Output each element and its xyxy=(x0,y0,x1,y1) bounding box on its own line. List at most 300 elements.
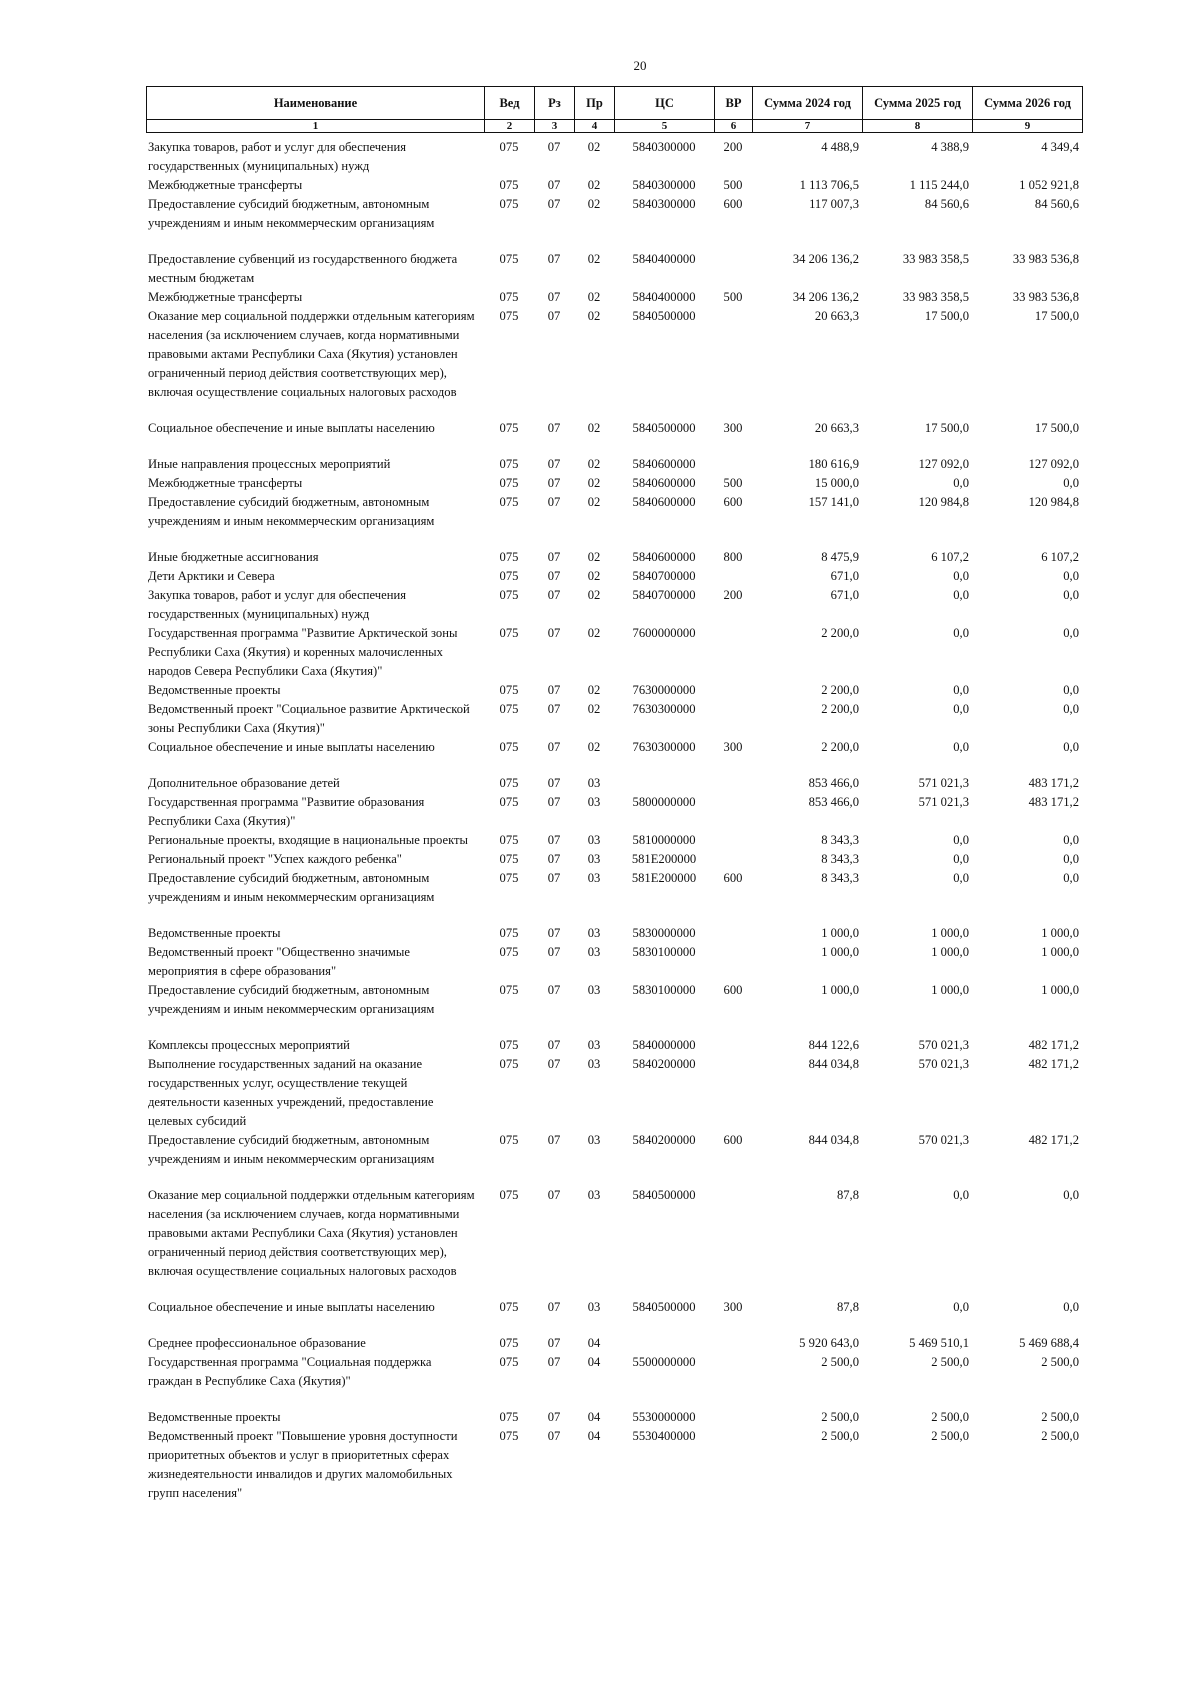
row-spacer xyxy=(146,757,1082,774)
row-pr: 02 xyxy=(587,702,601,716)
row-sum-2024: 844 034,8 xyxy=(808,1057,859,1071)
row-spacer xyxy=(146,1169,1082,1186)
row-ved: 075 xyxy=(499,945,519,959)
row-ved: 075 xyxy=(499,1038,519,1052)
row-pr: 03 xyxy=(587,871,601,885)
row-vr xyxy=(714,774,752,793)
row-sum-2025: 17 500,0 xyxy=(924,309,969,323)
row-sum-2026: 0,0 xyxy=(1063,683,1079,697)
table-row xyxy=(146,1353,1082,1391)
row-name: Ведомственные проекты xyxy=(148,683,281,697)
row-pr: 04 xyxy=(587,1336,601,1350)
row-sum-2026: 482 171,2 xyxy=(1028,1057,1079,1071)
row-pr: 02 xyxy=(587,476,601,490)
row-spacer xyxy=(146,1281,1082,1298)
row-rz: 07 xyxy=(547,1188,561,1202)
row-pr: 04 xyxy=(587,1410,601,1424)
row-sum-2025: 571 021,3 xyxy=(918,795,969,809)
row-cs: 5840000000 xyxy=(632,1038,696,1052)
row-sum-2026: 0,0 xyxy=(1063,626,1079,640)
row-vr xyxy=(714,924,752,943)
row-rz: 07 xyxy=(547,983,561,997)
row-sum-2025: 5 469 510,1 xyxy=(909,1336,969,1350)
row-cs xyxy=(614,1334,714,1353)
row-ved: 075 xyxy=(499,871,519,885)
row-sum-2024: 157 141,0 xyxy=(808,495,859,509)
row-sum-2024: 34 206 136,2 xyxy=(792,290,859,304)
row-sum-2026: 5 469 688,4 xyxy=(1019,1336,1079,1350)
row-sum-2024: 844 122,6 xyxy=(808,1038,859,1052)
row-cs: 7630300000 xyxy=(632,702,696,716)
table-row xyxy=(146,738,1082,757)
row-sum-2024: 15 000,0 xyxy=(814,476,859,490)
row-spacer xyxy=(146,907,1082,924)
row-spacer xyxy=(146,1317,1082,1334)
table-row xyxy=(146,850,1082,869)
row-sum-2024: 1 000,0 xyxy=(821,983,859,997)
column-header: Сумма 2026 год xyxy=(973,87,1083,120)
row-sum-2025: 0,0 xyxy=(953,1300,969,1314)
table-row xyxy=(146,981,1082,1019)
row-sum-2024: 2 200,0 xyxy=(821,702,859,716)
column-header: Пр xyxy=(575,87,615,120)
row-sum-2024: 1 000,0 xyxy=(821,926,859,940)
row-spacer xyxy=(146,531,1082,548)
row-name: Закупка товаров, работ и услуг для обеспечения государственных (муниципальных) нужд xyxy=(148,140,407,173)
table-header xyxy=(146,86,1083,133)
row-sum-2026: 84 560,6 xyxy=(1034,197,1079,211)
row-vr: 600 xyxy=(723,495,743,509)
row-ved: 075 xyxy=(499,795,519,809)
row-pr: 02 xyxy=(587,588,601,602)
column-number: 3 xyxy=(535,120,575,133)
row-sum-2026: 17 500,0 xyxy=(1034,421,1079,435)
table-row xyxy=(146,700,1082,738)
row-pr: 04 xyxy=(587,1429,601,1443)
row-rz: 07 xyxy=(547,290,561,304)
table-row xyxy=(146,548,1082,567)
row-vr: 500 xyxy=(723,476,743,490)
page-number: 20 xyxy=(633,58,647,73)
row-sum-2024: 671,0 xyxy=(830,588,859,602)
table-row xyxy=(146,138,1082,176)
row-cs: 5530400000 xyxy=(632,1429,696,1443)
row-sum-2025: 33 983 358,5 xyxy=(902,252,969,266)
row-sum-2026: 483 171,2 xyxy=(1028,776,1079,790)
row-cs: 5840500000 xyxy=(632,309,696,323)
row-sum-2026: 0,0 xyxy=(1063,1300,1079,1314)
row-vr xyxy=(714,1334,752,1353)
row-spacer xyxy=(146,402,1082,419)
column-number: 4 xyxy=(575,120,615,133)
column-number: 7 xyxy=(753,120,863,133)
row-rz: 07 xyxy=(547,140,561,154)
row-sum-2025: 2 500,0 xyxy=(931,1429,969,1443)
row-sum-2026: 0,0 xyxy=(1063,569,1079,583)
row-rz: 07 xyxy=(547,1133,561,1147)
row-sum-2026: 0,0 xyxy=(1063,476,1079,490)
row-sum-2024: 20 663,3 xyxy=(814,309,859,323)
row-vr: 200 xyxy=(723,140,743,154)
row-sum-2024: 117 007,3 xyxy=(809,197,859,211)
row-pr: 02 xyxy=(587,457,601,471)
row-sum-2024: 8 475,9 xyxy=(821,550,859,564)
table-row xyxy=(146,455,1082,474)
column-number: 8 xyxy=(863,120,973,133)
row-sum-2026: 0,0 xyxy=(1063,833,1079,847)
row-rz: 07 xyxy=(547,421,561,435)
row-ved: 075 xyxy=(499,702,519,716)
row-sum-2026: 0,0 xyxy=(1063,852,1079,866)
row-sum-2026: 482 171,2 xyxy=(1028,1038,1079,1052)
row-sum-2024: 8 343,3 xyxy=(821,852,859,866)
row-vr: 300 xyxy=(723,1300,743,1314)
column-number: 5 xyxy=(615,120,715,133)
row-vr: 300 xyxy=(723,740,743,754)
row-pr: 03 xyxy=(587,945,601,959)
row-name: Предоставление субсидий бюджетным, автономным учреждениям и иным некоммерческим организациям xyxy=(148,983,435,1016)
row-name: Предоставление субсидий бюджетным, автономным учреждениям и иным некоммерческим организациям xyxy=(148,197,435,230)
row-cs: 5840200000 xyxy=(632,1133,696,1147)
table-row xyxy=(146,774,1082,793)
row-sum-2024: 853 466,0 xyxy=(808,795,859,809)
row-sum-2024: 671,0 xyxy=(830,569,859,583)
row-pr: 02 xyxy=(587,178,601,192)
row-pr: 03 xyxy=(587,926,601,940)
row-vr xyxy=(714,700,752,738)
row-sum-2026: 0,0 xyxy=(1063,588,1079,602)
row-sum-2024: 2 500,0 xyxy=(821,1429,859,1443)
table-row xyxy=(146,869,1082,907)
row-cs: 5840500000 xyxy=(632,421,696,435)
row-pr: 02 xyxy=(587,495,601,509)
table-row xyxy=(146,1036,1082,1055)
row-sum-2024: 20 663,3 xyxy=(814,421,859,435)
row-sum-2026: 120 984,8 xyxy=(1028,495,1079,509)
row-sum-2025: 0,0 xyxy=(953,569,969,583)
row-cs: 5840600000 xyxy=(632,550,696,564)
row-ved: 075 xyxy=(499,140,519,154)
row-ved: 075 xyxy=(499,1429,519,1443)
table-row xyxy=(146,1055,1082,1131)
row-sum-2025: 2 500,0 xyxy=(931,1410,969,1424)
table-row xyxy=(146,943,1082,981)
row-name: Закупка товаров, работ и услуг для обеспечения государственных (муниципальных) нужд xyxy=(148,588,407,621)
row-ved: 075 xyxy=(499,178,519,192)
row-pr: 02 xyxy=(587,290,601,304)
row-sum-2025: 0,0 xyxy=(953,588,969,602)
row-rz: 07 xyxy=(547,626,561,640)
row-name: Предоставление субсидий бюджетным, автономным учреждениям и иным некоммерческим организациям xyxy=(148,1133,435,1166)
row-ved: 075 xyxy=(499,1336,519,1350)
row-name: Комплексы процессных мероприятий xyxy=(148,1038,350,1052)
row-cs: 5800000000 xyxy=(632,795,696,809)
row-name: Иные бюджетные ассигнования xyxy=(148,550,319,564)
row-name: Оказание мер социальной поддержки отдельным категориям населения (за исключением случаев, когда нормативными правовыми актами Республики Саха (Якутия) установлен ограниченный период действия соответствующих мер), включая осуществление социальных налоговых расходов xyxy=(148,1188,475,1278)
row-name: Ведомственный проект "Социальное развитие Арктической зоны Республики Саха (Якутия)" xyxy=(148,702,470,735)
row-vr xyxy=(714,624,752,681)
row-pr: 02 xyxy=(587,740,601,754)
table-row xyxy=(146,1408,1082,1427)
row-sum-2025: 4 388,9 xyxy=(931,140,969,154)
row-vr xyxy=(714,1055,752,1131)
row-cs: 5840300000 xyxy=(632,178,696,192)
row-name: Среднее профессиональное образование xyxy=(148,1336,366,1350)
row-sum-2024: 5 920 643,0 xyxy=(799,1336,859,1350)
row-sum-2024: 2 500,0 xyxy=(821,1410,859,1424)
row-sum-2026: 2 500,0 xyxy=(1041,1410,1079,1424)
row-rz: 07 xyxy=(547,833,561,847)
row-rz: 07 xyxy=(547,252,561,266)
column-header: ВР xyxy=(715,87,753,120)
row-vr xyxy=(714,1427,752,1503)
row-pr: 02 xyxy=(587,421,601,435)
row-cs xyxy=(614,774,714,793)
row-name: Государственная программа "Развитие образования Республики Саха (Якутия)" xyxy=(148,795,425,828)
row-vr xyxy=(714,793,752,831)
row-sum-2024: 853 466,0 xyxy=(808,776,859,790)
row-ved: 075 xyxy=(499,476,519,490)
row-sum-2024: 2 200,0 xyxy=(821,626,859,640)
row-rz: 07 xyxy=(547,1057,561,1071)
row-pr: 03 xyxy=(587,776,601,790)
table-row xyxy=(146,195,1082,233)
row-vr: 600 xyxy=(723,871,743,885)
row-rz: 07 xyxy=(547,945,561,959)
row-sum-2025: 17 500,0 xyxy=(924,421,969,435)
row-pr: 02 xyxy=(587,683,601,697)
row-rz: 07 xyxy=(547,795,561,809)
table-row xyxy=(146,586,1082,624)
row-sum-2025: 570 021,3 xyxy=(918,1038,969,1052)
row-ved: 075 xyxy=(499,290,519,304)
row-vr xyxy=(714,567,752,586)
row-rz: 07 xyxy=(547,871,561,885)
row-sum-2026: 483 171,2 xyxy=(1028,795,1079,809)
row-ved: 075 xyxy=(499,833,519,847)
row-name: Предоставление субвенций из государственного бюджета местным бюджетам xyxy=(148,252,458,285)
row-name: Оказание мер социальной поддержки отдельным категориям населения (за исключением случаев, когда нормативными правовыми актами Республики Саха (Якутия) установлен ограниченный период действия соответствующих мер), включая осуществление социальных налоговых расходов xyxy=(148,309,475,399)
row-vr xyxy=(714,250,752,288)
row-vr xyxy=(714,943,752,981)
row-ved: 075 xyxy=(499,776,519,790)
row-sum-2025: 570 021,3 xyxy=(918,1057,969,1071)
table-row xyxy=(146,1334,1082,1353)
table-row xyxy=(146,1298,1082,1317)
row-sum-2025: 0,0 xyxy=(953,476,969,490)
column-header: Сумма 2024 год xyxy=(753,87,863,120)
row-pr: 03 xyxy=(587,983,601,997)
row-name: Региональные проекты, входящие в национальные проекты xyxy=(148,833,469,847)
row-cs: 5840600000 xyxy=(632,495,696,509)
row-sum-2024: 87,8 xyxy=(836,1188,859,1202)
table-row xyxy=(146,1186,1082,1281)
row-ved: 075 xyxy=(499,1133,519,1147)
row-vr xyxy=(714,681,752,700)
row-rz: 07 xyxy=(547,1300,561,1314)
row-ved: 075 xyxy=(499,683,519,697)
row-cs: 5840300000 xyxy=(632,140,696,154)
row-cs: 7600000000 xyxy=(632,626,696,640)
row-sum-2026: 0,0 xyxy=(1063,702,1079,716)
row-ved: 075 xyxy=(499,740,519,754)
row-pr: 02 xyxy=(587,309,601,323)
column-header: ЦС xyxy=(615,87,715,120)
row-sum-2026: 1 000,0 xyxy=(1041,983,1079,997)
row-rz: 07 xyxy=(547,1038,561,1052)
row-vr xyxy=(714,850,752,869)
row-ved: 075 xyxy=(499,1410,519,1424)
row-rz: 07 xyxy=(547,457,561,471)
row-sum-2024: 34 206 136,2 xyxy=(792,252,859,266)
budget-table xyxy=(146,138,1082,1503)
row-pr: 03 xyxy=(587,1038,601,1052)
row-name: Межбюджетные трансферты xyxy=(148,178,303,192)
row-cs: 7630300000 xyxy=(632,740,696,754)
row-sum-2026: 2 500,0 xyxy=(1041,1429,1079,1443)
row-sum-2024: 2 500,0 xyxy=(821,1355,859,1369)
row-cs: 5830000000 xyxy=(632,926,696,940)
row-sum-2024: 844 034,8 xyxy=(808,1133,859,1147)
table-row xyxy=(146,493,1082,531)
row-sum-2026: 0,0 xyxy=(1063,1188,1079,1202)
row-ved: 075 xyxy=(499,197,519,211)
row-name: Иные направления процессных мероприятий xyxy=(148,457,391,471)
row-rz: 07 xyxy=(547,683,561,697)
row-sum-2026: 33 983 536,8 xyxy=(1012,252,1079,266)
row-rz: 07 xyxy=(547,740,561,754)
row-rz: 07 xyxy=(547,178,561,192)
row-ved: 075 xyxy=(499,588,519,602)
row-sum-2026: 17 500,0 xyxy=(1034,309,1079,323)
row-sum-2024: 180 616,9 xyxy=(808,457,859,471)
row-cs: 5840500000 xyxy=(632,1188,696,1202)
row-rz: 07 xyxy=(547,1410,561,1424)
row-sum-2024: 4 488,9 xyxy=(821,140,859,154)
row-cs: 5840500000 xyxy=(632,1300,696,1314)
row-vr: 600 xyxy=(723,197,743,211)
row-name: Государственная программа "Социальная поддержка граждан в Республике Саха (Якутия)" xyxy=(148,1355,432,1388)
row-sum-2025: 0,0 xyxy=(953,740,969,754)
row-name: Ведомственный проект "Повышение уровня доступности приоритетных объектов и услуг в приоритетных сферах жизнедеятельности инвалидов и других маломобильных групп населения" xyxy=(148,1429,458,1500)
column-number: 6 xyxy=(715,120,753,133)
row-sum-2025: 84 560,6 xyxy=(924,197,969,211)
row-ved: 075 xyxy=(499,569,519,583)
row-rz: 07 xyxy=(547,309,561,323)
row-sum-2026: 1 000,0 xyxy=(1041,945,1079,959)
row-cs: 5840600000 xyxy=(632,476,696,490)
row-rz: 07 xyxy=(547,702,561,716)
row-cs: 5830100000 xyxy=(632,945,696,959)
row-pr: 02 xyxy=(587,626,601,640)
row-sum-2024: 2 200,0 xyxy=(821,740,859,754)
row-cs: 5810000000 xyxy=(632,833,696,847)
column-header: Вед xyxy=(485,87,535,120)
row-sum-2026: 2 500,0 xyxy=(1041,1355,1079,1369)
row-sum-2026: 1 000,0 xyxy=(1041,926,1079,940)
table-row xyxy=(146,176,1082,195)
row-cs: 5830100000 xyxy=(632,983,696,997)
row-sum-2026: 33 983 536,8 xyxy=(1012,290,1079,304)
row-cs: 7630000000 xyxy=(632,683,696,697)
row-sum-2024: 1 000,0 xyxy=(821,945,859,959)
row-pr: 03 xyxy=(587,1300,601,1314)
row-ved: 075 xyxy=(499,926,519,940)
row-vr: 300 xyxy=(723,421,743,435)
row-vr xyxy=(714,1036,752,1055)
row-sum-2026: 4 349,4 xyxy=(1041,140,1079,154)
row-sum-2025: 1 000,0 xyxy=(931,945,969,959)
row-vr xyxy=(714,307,752,402)
row-vr xyxy=(714,831,752,850)
row-rz: 07 xyxy=(547,550,561,564)
row-rz: 07 xyxy=(547,1429,561,1443)
table-row xyxy=(146,567,1082,586)
row-ved: 075 xyxy=(499,626,519,640)
column-number: 1 xyxy=(147,120,485,133)
row-sum-2025: 0,0 xyxy=(953,626,969,640)
table-row xyxy=(146,474,1082,493)
row-sum-2025: 1 115 244,0 xyxy=(909,178,969,192)
row-sum-2026: 0,0 xyxy=(1063,871,1079,885)
row-sum-2024: 8 343,3 xyxy=(821,833,859,847)
row-rz: 07 xyxy=(547,476,561,490)
row-name: Социальное обеспечение и иные выплаты населению xyxy=(148,740,435,754)
row-vr xyxy=(714,1408,752,1427)
table-row xyxy=(146,1131,1082,1169)
row-cs: 5840200000 xyxy=(632,1057,696,1071)
row-name: Межбюджетные трансферты xyxy=(148,476,303,490)
row-vr xyxy=(714,455,752,474)
row-cs: 5840400000 xyxy=(632,252,696,266)
row-ved: 075 xyxy=(499,1188,519,1202)
row-sum-2025: 571 021,3 xyxy=(918,776,969,790)
row-rz: 07 xyxy=(547,569,561,583)
row-vr xyxy=(714,1353,752,1391)
row-rz: 07 xyxy=(547,1336,561,1350)
row-cs: 5530000000 xyxy=(632,1410,696,1424)
row-rz: 07 xyxy=(547,852,561,866)
row-spacer xyxy=(146,1391,1082,1408)
row-sum-2024: 2 200,0 xyxy=(821,683,859,697)
row-vr: 600 xyxy=(723,983,743,997)
row-cs: 581E200000 xyxy=(631,871,697,885)
row-pr: 04 xyxy=(587,1355,601,1369)
row-vr: 200 xyxy=(723,588,743,602)
row-ved: 075 xyxy=(499,1057,519,1071)
row-sum-2026: 127 092,0 xyxy=(1028,457,1079,471)
row-name: Межбюджетные трансферты xyxy=(148,290,303,304)
row-ved: 075 xyxy=(499,1300,519,1314)
row-sum-2026: 1 052 921,8 xyxy=(1019,178,1079,192)
row-name: Предоставление субсидий бюджетным, автономным учреждениям и иным некоммерческим организациям xyxy=(148,495,435,528)
row-pr: 03 xyxy=(587,1133,601,1147)
table-row xyxy=(146,288,1082,307)
row-cs: 5840400000 xyxy=(632,290,696,304)
row-cs: 5840300000 xyxy=(632,197,696,211)
row-name: Дополнительное образование детей xyxy=(148,776,340,790)
row-pr: 02 xyxy=(587,140,601,154)
row-cs: 5500000000 xyxy=(632,1355,696,1369)
row-sum-2025: 1 000,0 xyxy=(931,926,969,940)
row-pr: 03 xyxy=(587,833,601,847)
row-sum-2025: 0,0 xyxy=(953,852,969,866)
row-ved: 075 xyxy=(499,421,519,435)
row-name: Социальное обеспечение и иные выплаты населению xyxy=(148,1300,435,1314)
row-cs: 5840600000 xyxy=(632,457,696,471)
row-pr: 02 xyxy=(587,197,601,211)
row-name: Региональный проект "Успех каждого ребенка" xyxy=(148,852,402,866)
